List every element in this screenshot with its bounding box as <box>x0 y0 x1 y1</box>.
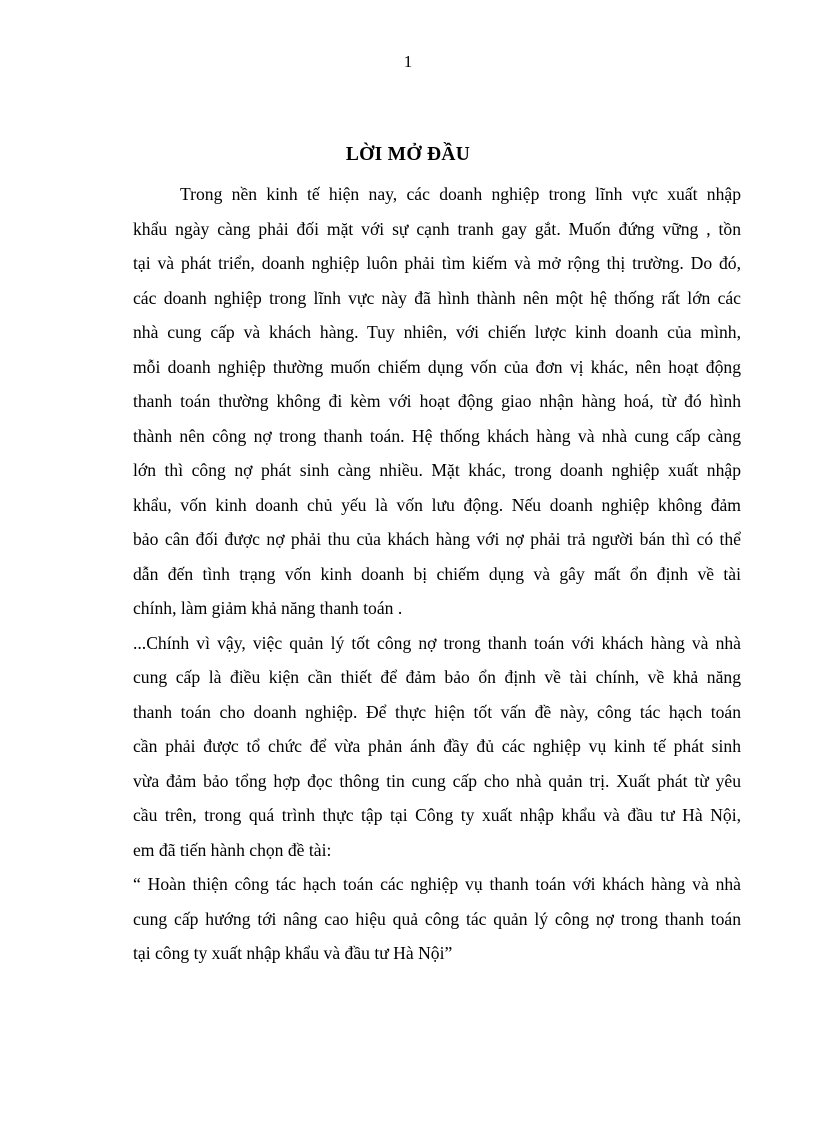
paragraph-line: nhà cung cấp và khách hàng. Tuy nhiên, với chiến lược kinh doanh của mình, <box>133 322 741 342</box>
document-body <box>133 177 741 971</box>
paragraph-line: dẫn đến tình trạng vốn kinh doanh bị chiếm dụng và gây mất ổn định về tài <box>133 563 741 584</box>
paragraph-line: cầu trên, trong quá trình thực tập tại Công ty xuất nhập khẩu và đầu tư Hà Nội, <box>133 805 741 825</box>
paragraph-line: ...Chính vì vậy, việc quản lý tốt công nợ trong thanh toán với khách hàng và nhà <box>133 632 741 653</box>
paragraph-line: em đã tiến hành chọn đề tài: <box>133 839 332 860</box>
paragraph-line: chính, làm giảm khả năng thanh toán . <box>133 598 403 618</box>
paragraph <box>133 867 741 971</box>
paragraph-line: Trong nền kinh tế hiện nay, các doanh nghiệp trong lĩnh vực xuất nhập <box>180 184 741 204</box>
paragraph-line: tại và phát triển, doanh nghiệp luôn phải tìm kiếm và mở rộng thị trường. Do đó, <box>133 253 741 273</box>
paragraph-line: mỗi doanh nghiệp thường muốn chiếm dụng vốn của đơn vị khác, nên hoạt động <box>133 356 741 377</box>
paragraph-line: thanh toán cho doanh nghiệp. Để thực hiện tốt vấn đề này, công tác hạch toán <box>133 701 741 722</box>
paragraph-line: thành nên công nợ trong thanh toán. Hệ thống khách hàng và nhà cung cấp càng <box>133 425 741 446</box>
page-title: LỜI MỞ ĐẦU <box>345 144 471 165</box>
paragraph <box>133 177 741 626</box>
page-number: 1 <box>403 52 413 71</box>
paragraph-line: bảo cân đối được nợ phải thu của khách hàng với nợ phải trả người bán thì có thể <box>133 529 741 549</box>
paragraph-line: cần phải được tổ chức để vừa phản ánh đầy đủ các nghiệp vụ kinh tế phát sinh <box>133 736 741 756</box>
paragraph-line: cung cấp hướng tới nâng cao hiệu quả công tác quản lý công nợ trong thanh toán <box>133 908 741 929</box>
paragraph <box>133 626 741 868</box>
paragraph-line: khẩu ngày càng phải đối mặt với sự cạnh tranh gay gắt. Muốn đứng vững , tồn <box>133 218 741 239</box>
paragraph-line: lớn thì công nợ phát sinh càng nhiều. Mặt khác, trong doanh nghiệp xuất nhập <box>133 460 741 480</box>
paragraph-line: thanh toán thường không đi kèm với hoạt động giao nhận hàng hoá, từ đó hình <box>133 391 741 411</box>
paragraph-line: cung cấp là điều kiện cần thiết để đảm bảo ổn định về tài chính, về khả năng <box>133 667 741 687</box>
paragraph-line: vừa đảm bảo tổng hợp đọc thông tin cung cấp cho nhà quản trị. Xuất phát từ yêu <box>133 770 741 791</box>
paragraph-line: khẩu, vốn kinh doanh chủ yếu là vốn lưu động. Nếu doanh nghiệp không đảm <box>133 494 741 515</box>
paragraph-line: “ Hoàn thiện công tác hạch toán các nghiệp vụ thanh toán với khách hàng và nhà <box>133 874 741 894</box>
paragraph-line: các doanh nghiệp trong lĩnh vực này đã hình thành nên một hệ thống rất lớn các <box>133 287 741 308</box>
paragraph-line: tại công ty xuất nhập khẩu và đầu tư Hà Nội” <box>133 943 453 963</box>
